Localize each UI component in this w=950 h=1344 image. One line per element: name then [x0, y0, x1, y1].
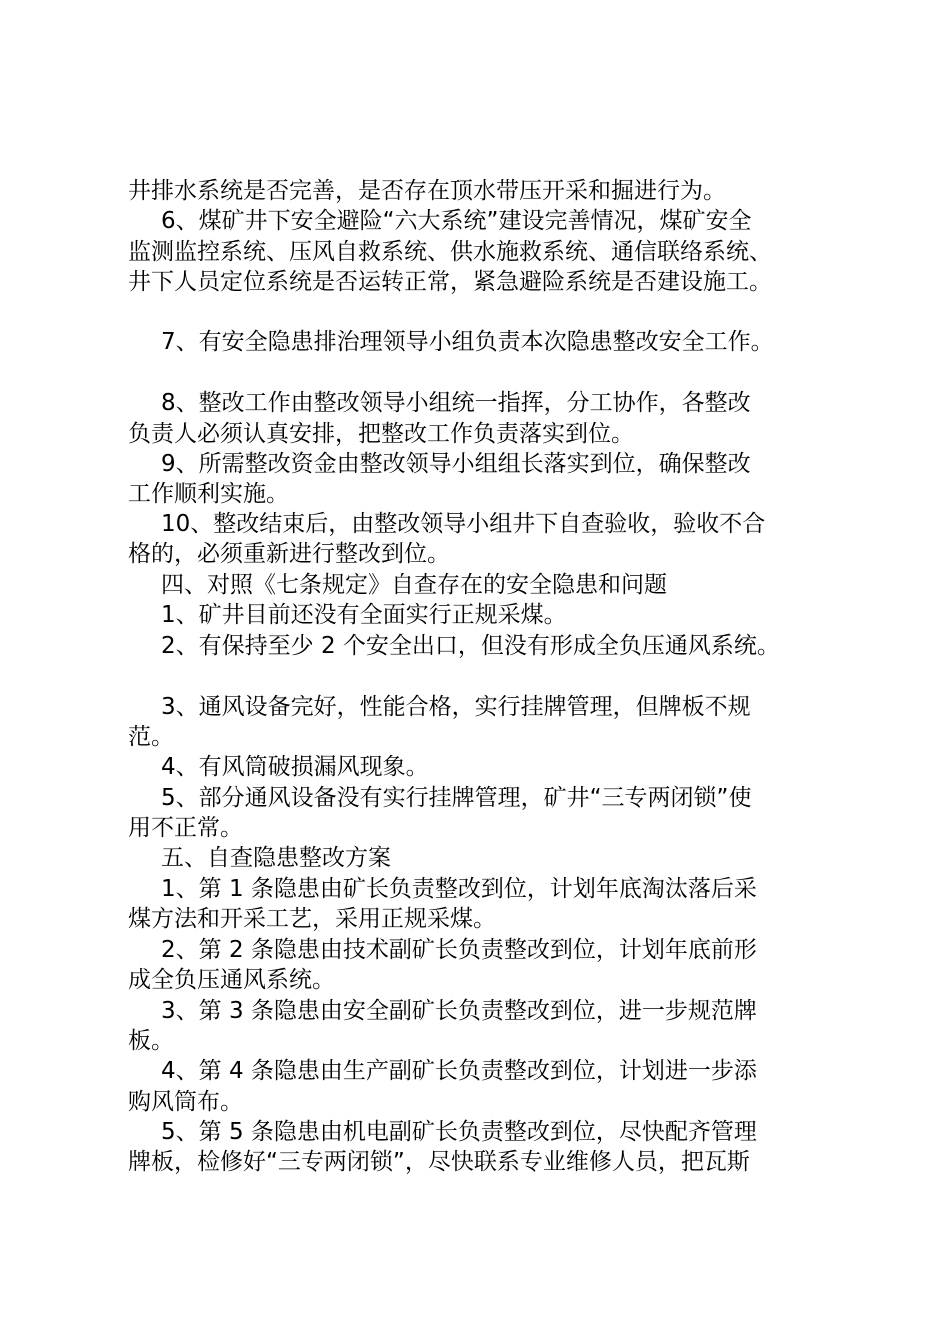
text-line: 4、有风筒破损漏风现象。	[161, 754, 429, 780]
text-line: 2、第 2 条隐患由技术副矿长负责整改到位，计划年底前形	[161, 937, 757, 963]
text-line: 井下人员定位系统是否运转正常，紧急避险系统是否建设施工。	[128, 269, 772, 295]
text-line: 3、第 3 条隐患由安全副矿长负责整改到位，进一步规范牌	[161, 998, 757, 1024]
text-line: 1、矿井目前还没有全面实行正规采煤。	[161, 602, 567, 628]
text-line: 6、煤矿井下安全避险“六大系统”建设完善情况，煤矿安全	[161, 208, 752, 234]
text-line: 3、通风设备完好，性能合格，实行挂牌管理，但牌板不规	[161, 694, 751, 720]
text-line: 负责人必须认真安排，把整改工作负责落实到位。	[128, 421, 634, 447]
text-line: 2、有保持至少 2 个安全出口，但没有形成全负压通风系统。	[161, 633, 780, 659]
section-heading: 五、自查隐患整改方案	[161, 845, 391, 871]
text-line: 7、有安全隐患排治理领导小组负责本次隐患整改安全工作。	[161, 329, 774, 355]
text-line: 范。	[128, 724, 174, 750]
text-line: 板。	[128, 1028, 174, 1054]
text-line: 成全负压通风系统。	[128, 967, 335, 993]
text-line: 5、第 5 条隐患由机电副矿长负责整改到位，尽快配齐管理	[161, 1119, 757, 1145]
text-line: 井排水系统是否完善，是否存在顶水带压开采和掘进行为。	[128, 178, 726, 204]
text-line: 购风筒布。	[128, 1089, 243, 1115]
text-line: 牌板，检修好“三专两闭锁”，尽快联系专业维修人员，把瓦斯	[128, 1149, 750, 1175]
text-line: 用不正常。	[128, 815, 243, 841]
text-line: 格的，必须重新进行整改到位。	[128, 541, 450, 567]
text-line: 工作顺利实施。	[128, 481, 289, 507]
text-line: 9、所需整改资金由整改领导小组组长落实到位，确保整改	[161, 451, 751, 477]
text-line: 1、第 1 条隐患由矿长负责整改到位，计划年底淘汰落后采	[161, 876, 757, 902]
text-line: 10、整改结束后，由整改领导小组井下自查验收，验收不合	[161, 511, 766, 537]
text-line: 8、整改工作由整改领导小组统一指挥，分工协作，各整改	[161, 390, 751, 416]
section-heading: 四、对照《七条规定》自查存在的安全隐患和问题	[161, 572, 667, 598]
text-line: 4、第 4 条隐患由生产副矿长负责整改到位，计划进一步添	[161, 1058, 757, 1084]
text-line: 5、部分通风设备没有实行挂牌管理，矿井“三专两闭锁”使	[161, 785, 752, 811]
text-line: 监测监控系统、压风自救系统、供水施救系统、通信联络系统、	[128, 239, 772, 265]
text-line: 煤方法和开采工艺，采用正规采煤。	[128, 906, 496, 932]
